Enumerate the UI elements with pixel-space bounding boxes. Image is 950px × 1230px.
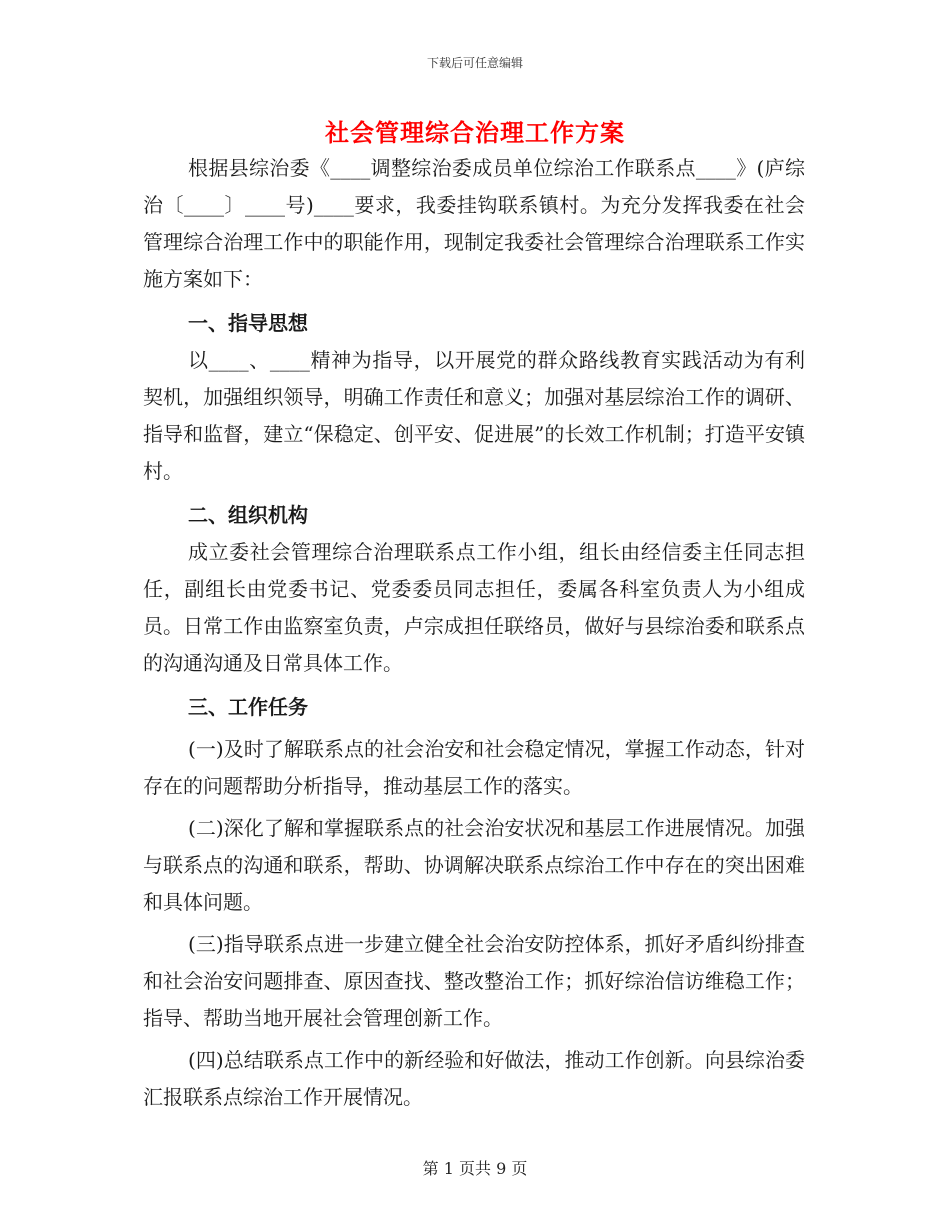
section-heading-tasks: 三、工作任务 <box>188 695 308 719</box>
task-item-3: (三)指导联系点进一步建立健全社会治安防控体系，抓好矛盾纠纷排查和社会治安问题排查、原因查找、整改整治工作；抓好综治信访维稳工作；指导、帮助当地开展社会管理创新工作。 <box>143 932 805 1030</box>
page-footer: 第 1 页共 9 页 <box>422 1159 528 1178</box>
section-heading-guiding-thought: 一、指导思想 <box>188 311 308 335</box>
task-item-1: (一)及时了解联系点的社会治安和社会稳定情况，掌握工作动态，针对存在的问题帮助分析指导，推动基层工作的落实。 <box>143 737 805 798</box>
task-item-2: (二)深化了解和掌握联系点的社会治安状况和基层工作进展情况。加强与联系点的沟通和联系，帮助、协调解决联系点综治工作中存在的突出困难和具体问题。 <box>143 816 805 914</box>
intro-paragraph: 根据县综治委《____调整综治委成员单位综治工作联系点____》(庐综治〔____〕____号)____要求，我委挂钩联系镇村。为充分发挥我委在社会管理综合治理工作中的职能作用，现制定我委社会管理综合治理联系工作实施方案如下： <box>143 156 805 291</box>
section-paragraph: 以____、____精神为指导，以开展党的群众路线教育实践活动为有利契机，加强组织领导，明确工作责任和意义；加强对基层综治工作的调研、指导和监督，建立“保稳定、创平安、促进展”的长效工作机制；打造平安镇村。 <box>143 348 805 483</box>
page-header: 下载后可任意编辑 <box>426 56 523 70</box>
document-title: 社会管理综合治理工作方案 <box>325 118 625 147</box>
task-item-4: (四)总结联系点工作中的新经验和好做法，推动工作创新。向县综治委汇报联系点综治工作开展情况。 <box>143 1048 805 1109</box>
document-body <box>143 150 805 1116</box>
section-paragraph: 成立委社会管理综合治理联系点工作小组，组长由经信委主任同志担任，副组长由党委书记、党委委员同志担任，委属各科室负责人为小组成员。日常工作由监察室负责，卢宗成担任联络员，做好与县综治委和联系点的沟通沟通及日常具体工作。 <box>143 540 805 675</box>
section-heading-organization: 二、组织机构 <box>188 503 308 527</box>
